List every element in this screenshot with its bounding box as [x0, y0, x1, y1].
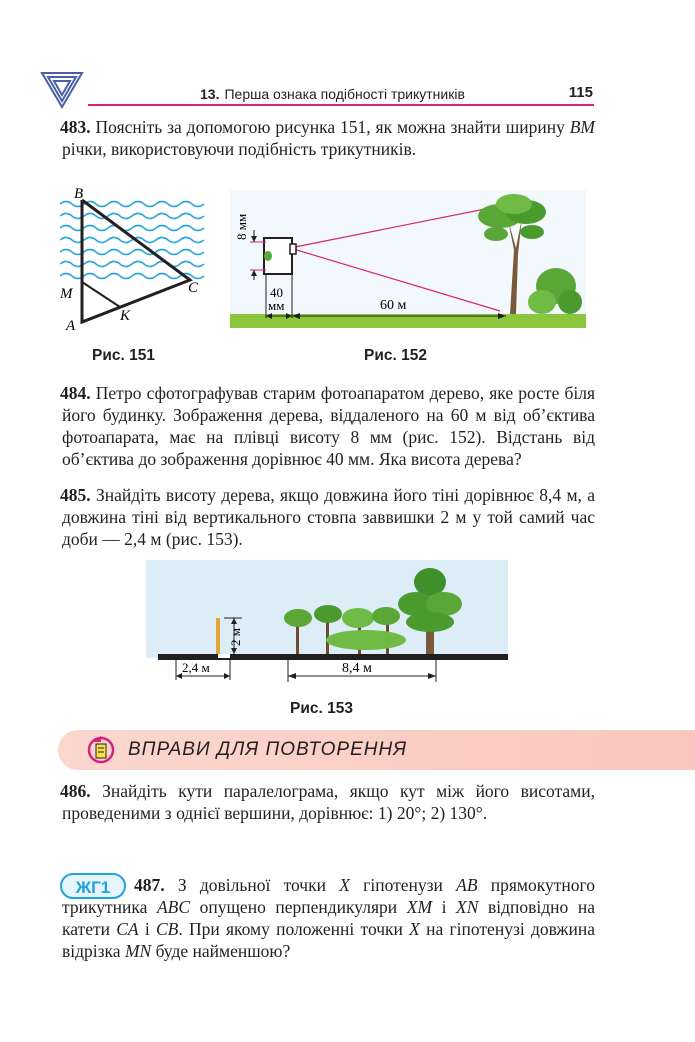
figure-152 — [230, 190, 586, 332]
problem-487: 487. З довільної точки X гіпотенузи AB прямокутного трикутника ABC опущено перпендикуляри XM і XN відповідно на катети CA і CB. При якому положенні точки X на гіпотенузі довжина відрізка MN буде найменшою? — [62, 875, 596, 961]
section-title: ВПРАВИ ДЛЯ ПОВТОРЕННЯ — [128, 739, 408, 760]
lens-distance-label-1: 40 — [270, 285, 283, 300]
image-height-label: 8 мм — [234, 213, 249, 240]
distance-label: 60 м — [380, 298, 407, 313]
review-exercise-icon — [84, 734, 118, 766]
chapter-triangle-icon — [40, 70, 84, 110]
figure-153-caption: Рис. 153 — [290, 700, 353, 717]
figure-151-caption: Рис. 151 — [92, 347, 155, 364]
figure-152-caption: Рис. 152 — [364, 347, 427, 364]
problem-484: 484. Петро сфотографував старим фотоапаратом дерево, яке росте біля його будинку. Зображення дерева, віддаленого на 60 м від об’єктива фотоапарата, має на плівці висоту 8 мм (рис. 152). Відстань від об’єктива до зображення дорівнює 40 мм. Яка висота дерева? — [60, 383, 595, 469]
label-M: M — [60, 286, 73, 302]
label-C: C — [188, 280, 199, 296]
label-B: B — [74, 186, 84, 202]
zhg1-badge: ЖГ1 — [60, 873, 126, 899]
header-rule — [88, 104, 594, 106]
problem-483: 483. Поясніть за допомогою рисунка 151, як можна знайти ширину BM річки, використовуючи подібність трикутників. — [60, 117, 596, 159]
pole — [216, 618, 220, 654]
label-A: A — [66, 318, 76, 334]
lens — [290, 244, 296, 254]
figure-153 — [146, 560, 508, 690]
running-header: 13. Перша ознака подібності трикутників — [200, 86, 465, 102]
problem-486: 486. Знайдіть кути паралелограма, якщо кут між його висотами, проведеними з однієї вершини, дорівнює: 1) 20°; 2) 130°. — [60, 781, 595, 823]
lens-distance-label-2: мм — [268, 298, 285, 313]
pole-shadow-label: 2,4 м — [182, 660, 210, 675]
pole-height-label: 2 м — [228, 628, 243, 646]
page-number: 115 — [568, 84, 593, 101]
problem-485: 485. Знайдіть висоту дерева, якщо довжина його тіні дорівнює 8,4 м, а довжина тіні від вертикального стовпа заввишки 2 м у той самий час доби — 2,4 м (рис. 153). — [60, 485, 595, 549]
label-K: K — [120, 308, 131, 324]
ground — [158, 654, 508, 660]
tree-shadow-label: 8,4 м — [342, 661, 372, 676]
figure-151 — [60, 186, 210, 336]
